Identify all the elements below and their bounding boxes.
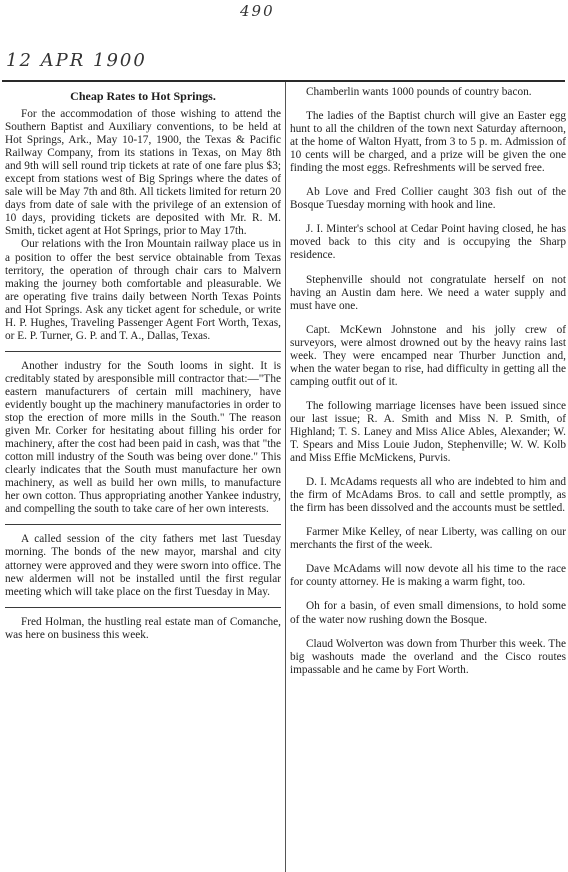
news-item: The ladies of the Baptist church will give an Easter egg hunt to all the children of the town next Saturday afternoon, at the home of Walton Hyatt, from 3 to 5 p. m. Admission of 10 cents will be charged, and a prize will be given the one finding the most eggs. Refreshments will be served free. [290,110,566,175]
article-paragraph: A called session of the city fathers met last Tuesday morning. The bonds of the new mayor, marshal and city attorney were approved and they were sworn into office. The new aldermen will not be installed until the first regular meeting which will take place on the first Tuesday in May. [5,533,281,598]
column-divider [285,82,286,872]
news-item: Farmer Mike Kelley, of near Liberty, was calling on our merchants the first of the week. [290,526,566,552]
article-separator [5,524,281,525]
article-paragraph: For the accommodation of those wishing to attend the Southern Baptist and Auxiliary conventions, to be held at Hot Springs, Ark., May 10-17, 1900, the Texas & Pacific Railway Company, from its stations in Texas, on May 8th and 9th will sell round trip tickets at rate of one fare plus $3; except from stations west of Big Springs where the dates of sale will be May 7th and 8th. All tickets limited for return 20 days from date of sale with the privilege of an extension of 10 days, providing tickets are deposited with Mr. R. M. Smith, ticket agent at Hot Springs, prior to May 17th. [5,108,281,238]
article-paragraph: Fred Holman, the hustling real estate man of Comanche, was here on business this week. [5,615,281,641]
news-item: Ab Love and Fred Collier caught 303 fish out of the Bosque Tuesday morning with hook and line. [290,186,566,212]
handwritten-page-number: 490 [240,2,275,20]
article-paragraph: Our relations with the Iron Mountain railway place us in a position to offer the best service obtainable from Texas territory, the operation of through chair cars to Malvern making the journey both comfortable and pleasurable. We are operating five trains daily between North Texas Points and Hot Springs. Ask any ticket agent for schedule, or write H. P. Hughes, Traveling Passenger Agent Fort Worth, Texas, or E. P. Turner, G. P. and T. A., Dallas, Texas. [5,238,281,342]
news-item: D. I. McAdams requests all who are indebted to him and the firm of McAdams Bros. to call and settle promptly, as the firm has been dissolved and the accounts must be settled. [290,476,566,515]
left-column [5,86,281,872]
news-item: The following marriage licenses have been issued since our last issue; R. A. Smith and Miss N. P. Smith, of Highland; T. S. Laney and Miss Alice Ables, Alexander; W. T. Spears and Miss Louie Judon, Stephenville; W. W. Kolb and Miss Effie McMickens, Purvis. [290,399,566,465]
article-separator [5,351,281,352]
right-column [290,86,566,872]
article-headline: Cheap Rates to Hot Springs. [70,89,216,103]
news-item: Dave McAdams will now devote all his time to the race for county attorney. He is making a warm fight, too. [290,563,566,589]
article-separator [5,607,281,608]
news-item: Stephenville should not congratulate herself on not having an Austin dam here. We need a water supply and must have one. [290,273,566,312]
news-item: Capt. McKewn Johnstone and his jolly crew of surveyors, were almost drowned out by the heavy rains last week. They were encamped near Thurber Junction and, when the water began to rise, had difficulty in getting all the camping outfit out of it. [290,323,566,388]
news-item: J. I. Minter's school at Cedar Point having closed, he has moved back to this city and is occupying the Sharp residence. [290,223,566,262]
news-item: Claud Wolverton was down from Thurber this week. The big washouts made the overland and the Cisco routes impassable and he came by Fort Worth. [290,637,566,676]
news-item: Oh for a basin, of even small dimensions, to hold some of the water now rushing down the Bosque. [290,600,566,626]
handwritten-date: 12 APR 1900 [6,50,147,71]
top-rule [2,80,565,82]
article-paragraph: Another industry for the South looms in sight. It is creditably stated by aresponsible mill contractor that:—"The eastern manufacturers of certain mill machinery, have evidently bought up the machinery manufactories in order to stop the erection of more mills in the South." The reason given Mr. Corker for hesitating about filling his order for machinery, after the cost had been paid in cash, was that "the cotton mill industry of the South was being over done." This clearly indicates that the South must manufacture her own machinery, as well as build her own mills, to manufacture her own cotton. Thus appropriating another Yankee industry, and compelling the south to take care of her own interests. [5,359,281,516]
news-item: Chamberlin wants 1000 pounds of country bacon. [306,86,532,98]
